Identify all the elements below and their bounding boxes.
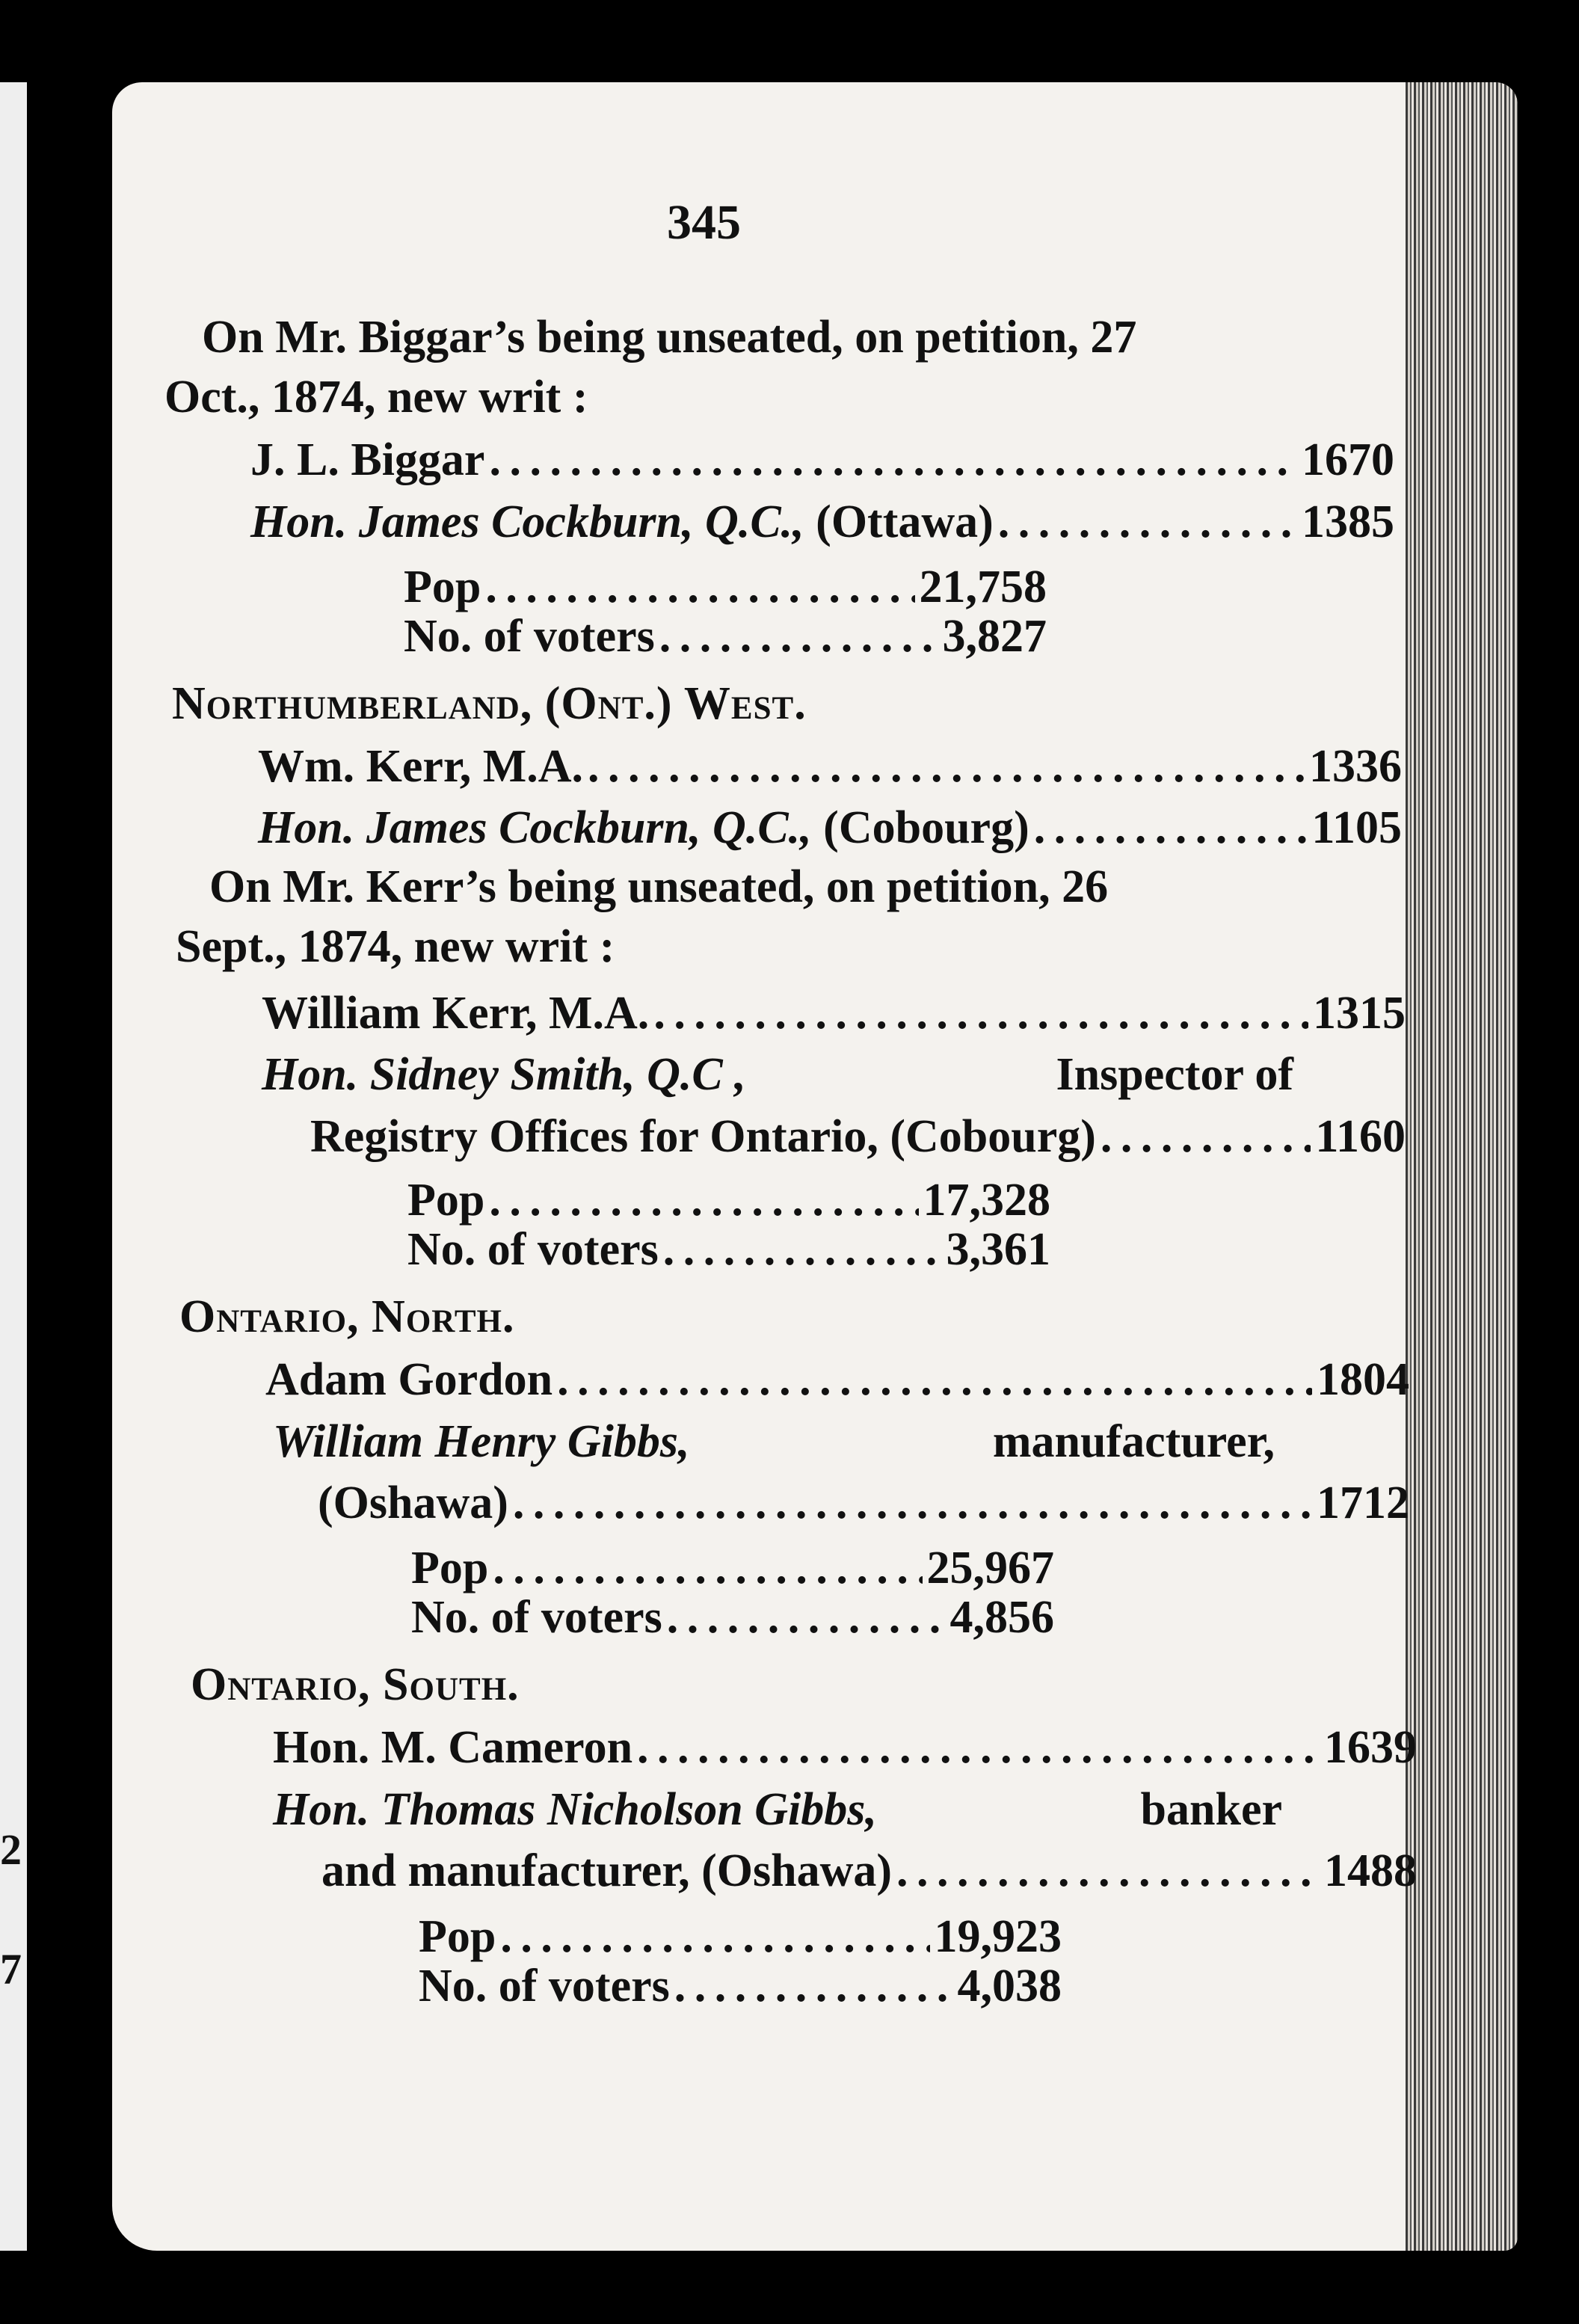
candidate-occupation: and manufacturer, (Oshawa) bbox=[321, 1845, 893, 1896]
vote-count: 1385 bbox=[1302, 497, 1394, 547]
leader-dots bbox=[998, 496, 1297, 549]
narrative-line: On Mr. Kerr’s being unseated, on petition, 26 bbox=[209, 861, 1109, 912]
leader-dots bbox=[1034, 802, 1308, 855]
candidate-name: Hon. James Cockburn, Q.C., bbox=[258, 802, 812, 853]
leader-dots bbox=[667, 1591, 946, 1644]
margin-digit: 7 bbox=[0, 1945, 22, 1993]
voters-row bbox=[411, 1591, 1054, 1644]
leader-dots bbox=[557, 1353, 1312, 1407]
leader-dots bbox=[489, 434, 1297, 487]
candidate-entry bbox=[273, 1721, 1417, 1774]
vote-count: 1712 bbox=[1317, 1478, 1409, 1528]
leader-dots bbox=[500, 1910, 929, 1964]
candidate-location: (Oshawa) bbox=[318, 1478, 508, 1528]
vote-count: 1488 bbox=[1324, 1845, 1417, 1896]
constituency-heading: Ontario, South. bbox=[191, 1659, 520, 1710]
candidate-entry bbox=[262, 1048, 1293, 1101]
stat-value: 4,038 bbox=[957, 1961, 1062, 2011]
leader-dots bbox=[1101, 1110, 1311, 1163]
candidate-name: Wm. Kerr, M.A. bbox=[258, 741, 584, 792]
candidate-name: William Kerr, M.A. bbox=[262, 988, 650, 1039]
stat-value: 21,758 bbox=[919, 562, 1047, 612]
leader-dots bbox=[493, 1542, 922, 1595]
candidate-entry-continued bbox=[310, 1110, 1406, 1163]
leader-dots bbox=[588, 740, 1305, 793]
stat-label: Pop bbox=[404, 562, 481, 612]
stat-value: 25,967 bbox=[926, 1543, 1054, 1593]
candidate-entry bbox=[273, 1783, 1282, 1836]
stat-label: Pop bbox=[411, 1543, 489, 1593]
candidate-occupation: banker bbox=[1140, 1784, 1282, 1835]
candidate-name: J. L. Biggar bbox=[250, 434, 485, 485]
stat-label: Pop bbox=[407, 1175, 485, 1226]
candidate-occupation: manufacturer, bbox=[992, 1416, 1275, 1467]
candidate-name: Hon. Sidney Smith, Q.C , bbox=[262, 1049, 746, 1100]
constituency-heading: Ontario, North. bbox=[179, 1291, 515, 1342]
population-row bbox=[407, 1174, 1050, 1227]
page-number: 345 bbox=[667, 195, 741, 250]
candidate-location: (Cobourg) bbox=[823, 802, 1029, 853]
stat-label: No. of voters bbox=[411, 1592, 662, 1643]
vote-count: 1315 bbox=[1313, 988, 1406, 1039]
candidate-name: Adam Gordon bbox=[265, 1354, 553, 1405]
voters-row bbox=[419, 1960, 1062, 2013]
candidate-entry bbox=[250, 496, 1394, 549]
voters-row bbox=[404, 610, 1047, 663]
stat-label: Pop bbox=[419, 1911, 496, 1962]
vote-count: 1804 bbox=[1317, 1354, 1409, 1405]
candidate-entry-continued bbox=[318, 1477, 1409, 1530]
candidate-name: Hon. Thomas Nicholson Gibbs, bbox=[273, 1784, 877, 1835]
leader-dots bbox=[489, 1174, 918, 1227]
candidate-entry bbox=[250, 434, 1394, 487]
vote-count: 1336 bbox=[1309, 741, 1402, 792]
book-page bbox=[112, 82, 1518, 2251]
leader-dots bbox=[637, 1721, 1320, 1774]
leader-dots bbox=[513, 1477, 1312, 1530]
page-text bbox=[112, 82, 1518, 2251]
candidate-name: William Henry Gibbs, bbox=[273, 1416, 690, 1467]
vote-count: 1105 bbox=[1311, 802, 1402, 853]
candidate-occupation: Registry Offices for Ontario, (Cobourg) bbox=[310, 1111, 1096, 1162]
stat-value: 3,361 bbox=[946, 1224, 1050, 1275]
population-row bbox=[411, 1542, 1054, 1595]
population-row bbox=[404, 561, 1047, 614]
narrative-line: Oct., 1874, new writ : bbox=[164, 372, 588, 422]
candidate-location: (Ottawa) bbox=[816, 497, 994, 547]
vote-count: 1639 bbox=[1324, 1722, 1417, 1773]
constituency-heading: Northumberland, (Ont.) West. bbox=[172, 678, 807, 729]
margin-digit: 2 bbox=[0, 1825, 22, 1874]
stat-label: No. of voters bbox=[407, 1224, 659, 1275]
candidate-entry bbox=[258, 802, 1402, 855]
stat-label: No. of voters bbox=[404, 611, 655, 662]
candidate-entry-continued bbox=[321, 1845, 1417, 1898]
vote-count: 1160 bbox=[1315, 1111, 1406, 1162]
candidate-entry bbox=[265, 1353, 1409, 1407]
stat-value: 19,923 bbox=[934, 1911, 1062, 1962]
leader-dots bbox=[674, 1960, 953, 2013]
candidate-name: Hon. M. Cameron bbox=[273, 1722, 633, 1773]
stat-value: 17,328 bbox=[923, 1175, 1050, 1226]
leader-dots bbox=[896, 1845, 1320, 1898]
candidate-entry bbox=[262, 987, 1406, 1040]
vote-count: 1670 bbox=[1302, 434, 1394, 485]
adjacent-page-strip bbox=[0, 82, 27, 2251]
candidate-entry bbox=[273, 1415, 1275, 1469]
candidate-occupation: Inspector of bbox=[1056, 1049, 1293, 1100]
leader-dots bbox=[653, 987, 1308, 1040]
candidate-entry bbox=[258, 740, 1402, 793]
stat-value: 3,827 bbox=[942, 611, 1047, 662]
narrative-line: Sept., 1874, new writ : bbox=[176, 921, 615, 972]
candidate-name: Hon. James Cockburn, Q.C., bbox=[250, 497, 804, 547]
leader-dots bbox=[663, 1223, 942, 1276]
leader-dots bbox=[659, 610, 938, 663]
stat-label: No. of voters bbox=[419, 1961, 670, 2011]
population-row bbox=[419, 1910, 1062, 1964]
stat-value: 4,856 bbox=[949, 1592, 1054, 1643]
voters-row bbox=[407, 1223, 1050, 1276]
leader-dots bbox=[485, 561, 914, 614]
narrative-line: On Mr. Biggar’s being unseated, on petition, 27 bbox=[202, 312, 1137, 363]
